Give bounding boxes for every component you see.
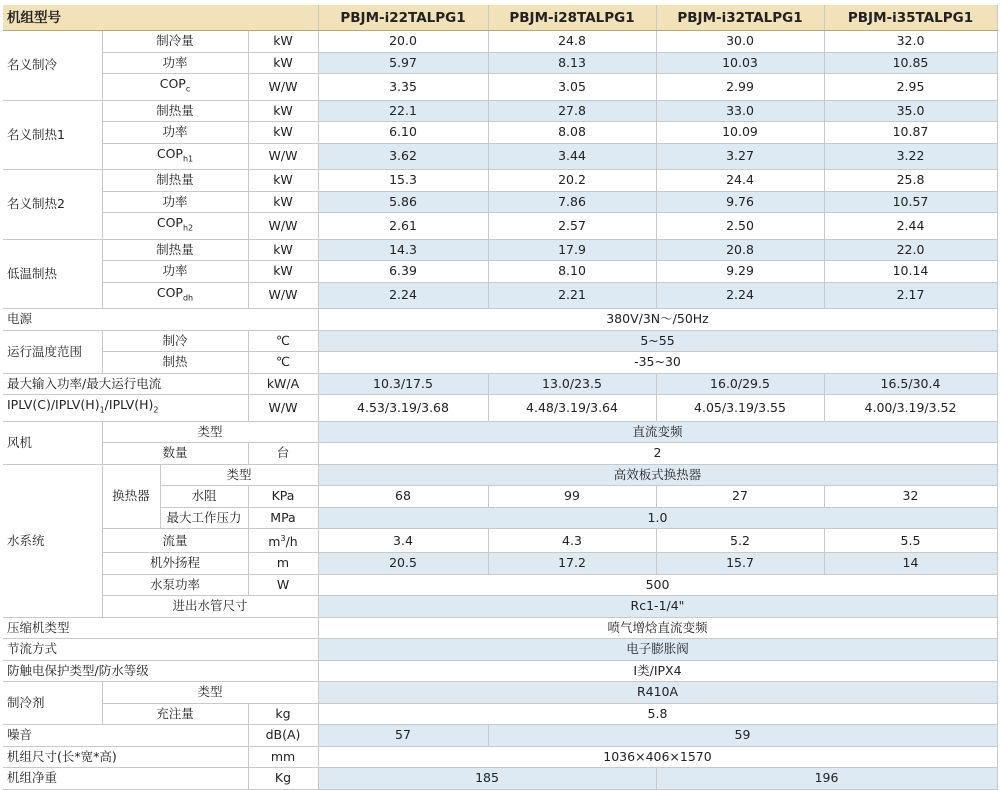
table-row: [3, 682, 997, 704]
value-cell: 57: [318, 725, 488, 747]
value-cell: 5.5: [824, 529, 997, 553]
value-cell: 16.0/29.5: [656, 373, 824, 395]
row-label: [102, 213, 248, 240]
value-cell: 5.8: [318, 703, 997, 725]
spec-table-container: [3, 5, 997, 790]
row-label: 功率: [102, 52, 248, 74]
row-label: [3, 395, 248, 422]
unit-cell: W/W: [248, 143, 318, 170]
row-label: 最大工作压力: [160, 507, 248, 529]
value-cell: 10.09: [656, 122, 824, 144]
cop-text: COP: [156, 284, 183, 300]
value-cell: 10.57: [824, 191, 997, 213]
value-cell: 32.0: [824, 31, 997, 53]
unit-cell: W/W: [248, 213, 318, 240]
value-cell: 电子膨胀阀: [318, 639, 997, 661]
unit-cell: kW: [248, 261, 318, 283]
value-cell: 1036×406×1570: [318, 746, 997, 768]
cop-subscript: h2: [182, 223, 194, 233]
table-row: [3, 703, 997, 725]
value-cell: 10.03: [656, 52, 824, 74]
value-cell: 4.48/3.19/3.64: [488, 395, 656, 422]
unit-cell: [248, 529, 318, 553]
unit-cell: kW/A: [248, 373, 318, 395]
value-cell: 2.21: [488, 282, 656, 309]
unit-cell: kW: [248, 100, 318, 122]
value-cell: 99: [488, 486, 656, 508]
value-cell: 20.2: [488, 170, 656, 192]
value-cell: 2.99: [656, 74, 824, 101]
cop-subscript: h1: [182, 154, 194, 163]
value-cell: 10.87: [824, 122, 997, 144]
row-label: 制热量: [102, 239, 248, 261]
table-row: [3, 170, 997, 192]
value-cell: 8.08: [488, 122, 656, 144]
value-cell: 20.5: [318, 553, 488, 575]
cop-subscript: dh: [182, 293, 194, 302]
row-label: 类型: [102, 421, 318, 443]
table-row: [3, 596, 997, 618]
row-label: 充注量: [102, 703, 248, 725]
unit-cell: ℃: [248, 352, 318, 374]
value-cell: 5.2: [656, 529, 824, 553]
value-cell: 1.0: [318, 507, 997, 529]
table-row: [3, 373, 997, 395]
value-cell: 喷气增焓直流变频: [318, 617, 997, 639]
table-row: [3, 100, 997, 122]
model-header: PBJM-i22TALPG1: [318, 5, 488, 31]
value-cell: 2.57: [488, 213, 656, 240]
unit-cell: kW: [248, 31, 318, 53]
row-label: 机外扬程: [102, 553, 248, 575]
unit-cell: mm: [248, 746, 318, 768]
table-row: [3, 639, 997, 661]
value-cell: 2.95: [824, 74, 997, 101]
table-row: [3, 746, 997, 768]
value-cell: 9.29: [656, 261, 824, 283]
value-cell: 3.44: [488, 143, 656, 170]
unit-text: /h: [285, 534, 298, 550]
table-row: [3, 31, 997, 53]
value-cell: 2.24: [318, 282, 488, 309]
row-label: 进出水管尺寸: [102, 596, 318, 618]
value-cell: 27: [656, 486, 824, 508]
value-cell: 196: [656, 768, 997, 790]
table-row: [3, 74, 997, 101]
value-cell: 3.27: [656, 143, 824, 170]
value-cell: 6.39: [318, 261, 488, 283]
model-header: PBJM-i32TALPG1: [656, 5, 824, 31]
value-cell: 185: [318, 768, 656, 790]
value-cell: 2.61: [318, 213, 488, 240]
table-row: [3, 660, 997, 682]
value-cell: 17.9: [488, 239, 656, 261]
value-cell: 7.86: [488, 191, 656, 213]
table-row: [3, 239, 997, 261]
cop-text: COP: [156, 145, 183, 161]
value-cell: 13.0/23.5: [488, 373, 656, 395]
table-row: [3, 52, 997, 74]
row-label: 制热量: [102, 170, 248, 192]
group-label: 水系统: [3, 464, 102, 617]
value-cell: 直流变频: [318, 421, 997, 443]
value-cell: -35~30: [318, 352, 997, 374]
table-row: [3, 617, 997, 639]
unit-cell: W/W: [248, 74, 318, 101]
value-cell: I类/IPX4: [318, 660, 997, 682]
table-row: [3, 768, 997, 790]
value-cell: 5.97: [318, 52, 488, 74]
unit-cell: kW: [248, 52, 318, 74]
value-cell: 2: [318, 443, 997, 465]
unit-cell: kg: [248, 703, 318, 725]
row-label: 水泵功率: [102, 574, 248, 596]
group-label: 运行温度范围: [3, 330, 102, 373]
group-label: 名义制冷: [3, 31, 102, 101]
value-cell: 33.0: [656, 100, 824, 122]
table-row: [3, 352, 997, 374]
value-cell: 10.3/17.5: [318, 373, 488, 395]
row-label: 制冷量: [102, 31, 248, 53]
iplv-text: /IPLV(H): [104, 397, 154, 412]
row-label: 噪音: [3, 725, 248, 747]
unit-cell: W: [248, 574, 318, 596]
table-row: [3, 282, 997, 309]
row-label: 功率: [102, 261, 248, 283]
row-label: 防触电保护类型/防水等级: [3, 660, 318, 682]
unit-cell: KPa: [248, 486, 318, 508]
iplv-text: IPLV(C)/IPLV(H): [7, 397, 100, 412]
table-row: [3, 261, 997, 283]
unit-cell: m: [248, 553, 318, 575]
header-row: [3, 5, 997, 31]
cop-subscript: c: [185, 84, 191, 94]
value-cell: 2.24: [656, 282, 824, 309]
value-cell: 68: [318, 486, 488, 508]
unit-cell: kW: [248, 191, 318, 213]
unit-cell: kW: [248, 170, 318, 192]
unit-cell: Kg: [248, 768, 318, 790]
table-row: [3, 122, 997, 144]
row-label: 功率: [102, 122, 248, 144]
row-label: 功率: [102, 191, 248, 213]
row-label: [102, 282, 248, 309]
row-label: 节流方式: [3, 639, 318, 661]
value-cell: 22.0: [824, 239, 997, 261]
unit-cell: kW: [248, 122, 318, 144]
spec-table: [3, 5, 998, 790]
row-label: 机组尺寸(长*宽*高): [3, 746, 248, 768]
unit-cell: 台: [248, 443, 318, 465]
table-row: [3, 421, 997, 443]
iplv-subscript: 1: [99, 405, 105, 415]
value-cell: 17.2: [488, 553, 656, 575]
value-cell: 35.0: [824, 100, 997, 122]
value-cell: 27.8: [488, 100, 656, 122]
value-cell: 3.4: [318, 529, 488, 553]
group-label: 制冷剂: [3, 682, 102, 725]
subgroup-label: 换热器: [102, 464, 160, 529]
value-cell: Rc1-1/4": [318, 596, 997, 618]
row-label: 类型: [102, 682, 318, 704]
row-label: [102, 143, 248, 170]
row-label: 制冷: [102, 330, 248, 352]
table-row: [3, 191, 997, 213]
value-cell: 24.4: [656, 170, 824, 192]
table-row: [3, 464, 997, 486]
table-row: [3, 143, 997, 170]
value-cell: 30.0: [656, 31, 824, 53]
row-label: 类型: [160, 464, 318, 486]
table-row: [3, 529, 997, 553]
row-label: 制热量: [102, 100, 248, 122]
unit-cell: dB(A): [248, 725, 318, 747]
value-cell: 20.8: [656, 239, 824, 261]
value-cell: 6.10: [318, 122, 488, 144]
unit-cell: MPa: [248, 507, 318, 529]
row-label: 流量: [102, 529, 248, 553]
value-cell: 15.3: [318, 170, 488, 192]
value-cell: 8.13: [488, 52, 656, 74]
value-cell: 3.22: [824, 143, 997, 170]
value-cell: 16.5/30.4: [824, 373, 997, 395]
unit-cell: W/W: [248, 395, 318, 422]
row-label: 压缩机类型: [3, 617, 318, 639]
value-cell: 高效板式换热器: [318, 464, 997, 486]
group-label: 名义制热2: [3, 170, 102, 240]
value-cell: 14: [824, 553, 997, 575]
row-label: 制热: [102, 352, 248, 374]
value-cell: 14.3: [318, 239, 488, 261]
value-cell: 32: [824, 486, 997, 508]
cop-text: COP: [159, 76, 186, 91]
row-label: 电源: [3, 309, 318, 331]
table-row: [3, 395, 997, 422]
unit-cell: kW: [248, 239, 318, 261]
unit-superscript: 3: [280, 534, 286, 543]
table-row: [3, 574, 997, 596]
group-label: 风机: [3, 421, 102, 464]
table-row: [3, 725, 997, 747]
unit-cell: W/W: [248, 282, 318, 309]
value-cell: 4.00/3.19/3.52: [824, 395, 997, 422]
row-label: 机组净重: [3, 768, 248, 790]
value-cell: 59: [488, 725, 997, 747]
value-cell: 10.85: [824, 52, 997, 74]
value-cell: 3.05: [488, 74, 656, 101]
value-cell: 4.05/3.19/3.55: [656, 395, 824, 422]
table-row: [3, 309, 997, 331]
value-cell: 4.53/3.19/3.68: [318, 395, 488, 422]
unit-text: m: [268, 534, 281, 550]
value-cell: 5~55: [318, 330, 997, 352]
value-cell: 10.14: [824, 261, 997, 283]
table-row: [3, 443, 997, 465]
value-cell: 4.3: [488, 529, 656, 553]
table-row: [3, 553, 997, 575]
value-cell: 8.10: [488, 261, 656, 283]
model-header: PBJM-i35TALPG1: [824, 5, 997, 31]
value-cell: 20.0: [318, 31, 488, 53]
value-cell: R410A: [318, 682, 997, 704]
value-cell: 500: [318, 574, 997, 596]
value-cell: 15.7: [656, 553, 824, 575]
group-label: 低温制热: [3, 239, 102, 309]
value-cell: 5.86: [318, 191, 488, 213]
row-label: [102, 74, 248, 101]
value-cell: 3.62: [318, 143, 488, 170]
value-cell: 9.76: [656, 191, 824, 213]
cop-text: COP: [156, 215, 183, 230]
value-cell: 3.35: [318, 74, 488, 101]
row-label: 数量: [102, 443, 248, 465]
value-cell: 22.1: [318, 100, 488, 122]
value-cell: 25.8: [824, 170, 997, 192]
row-label: 水阻: [160, 486, 248, 508]
unit-cell: ℃: [248, 330, 318, 352]
iplv-subscript: 2: [153, 405, 159, 415]
row-label: 最大输入功率/最大运行电流: [3, 373, 248, 395]
value-cell: 2.44: [824, 213, 997, 240]
value-cell: 2.17: [824, 282, 997, 309]
value-cell: 2.50: [656, 213, 824, 240]
group-label: 名义制热1: [3, 100, 102, 170]
table-row: [3, 330, 997, 352]
value-cell: 24.8: [488, 31, 656, 53]
value-cell: 380V/3N～/50Hz: [318, 309, 997, 331]
model-label: 机组型号: [3, 5, 318, 31]
model-header: PBJM-i28TALPG1: [488, 5, 656, 31]
table-row: [3, 213, 997, 240]
